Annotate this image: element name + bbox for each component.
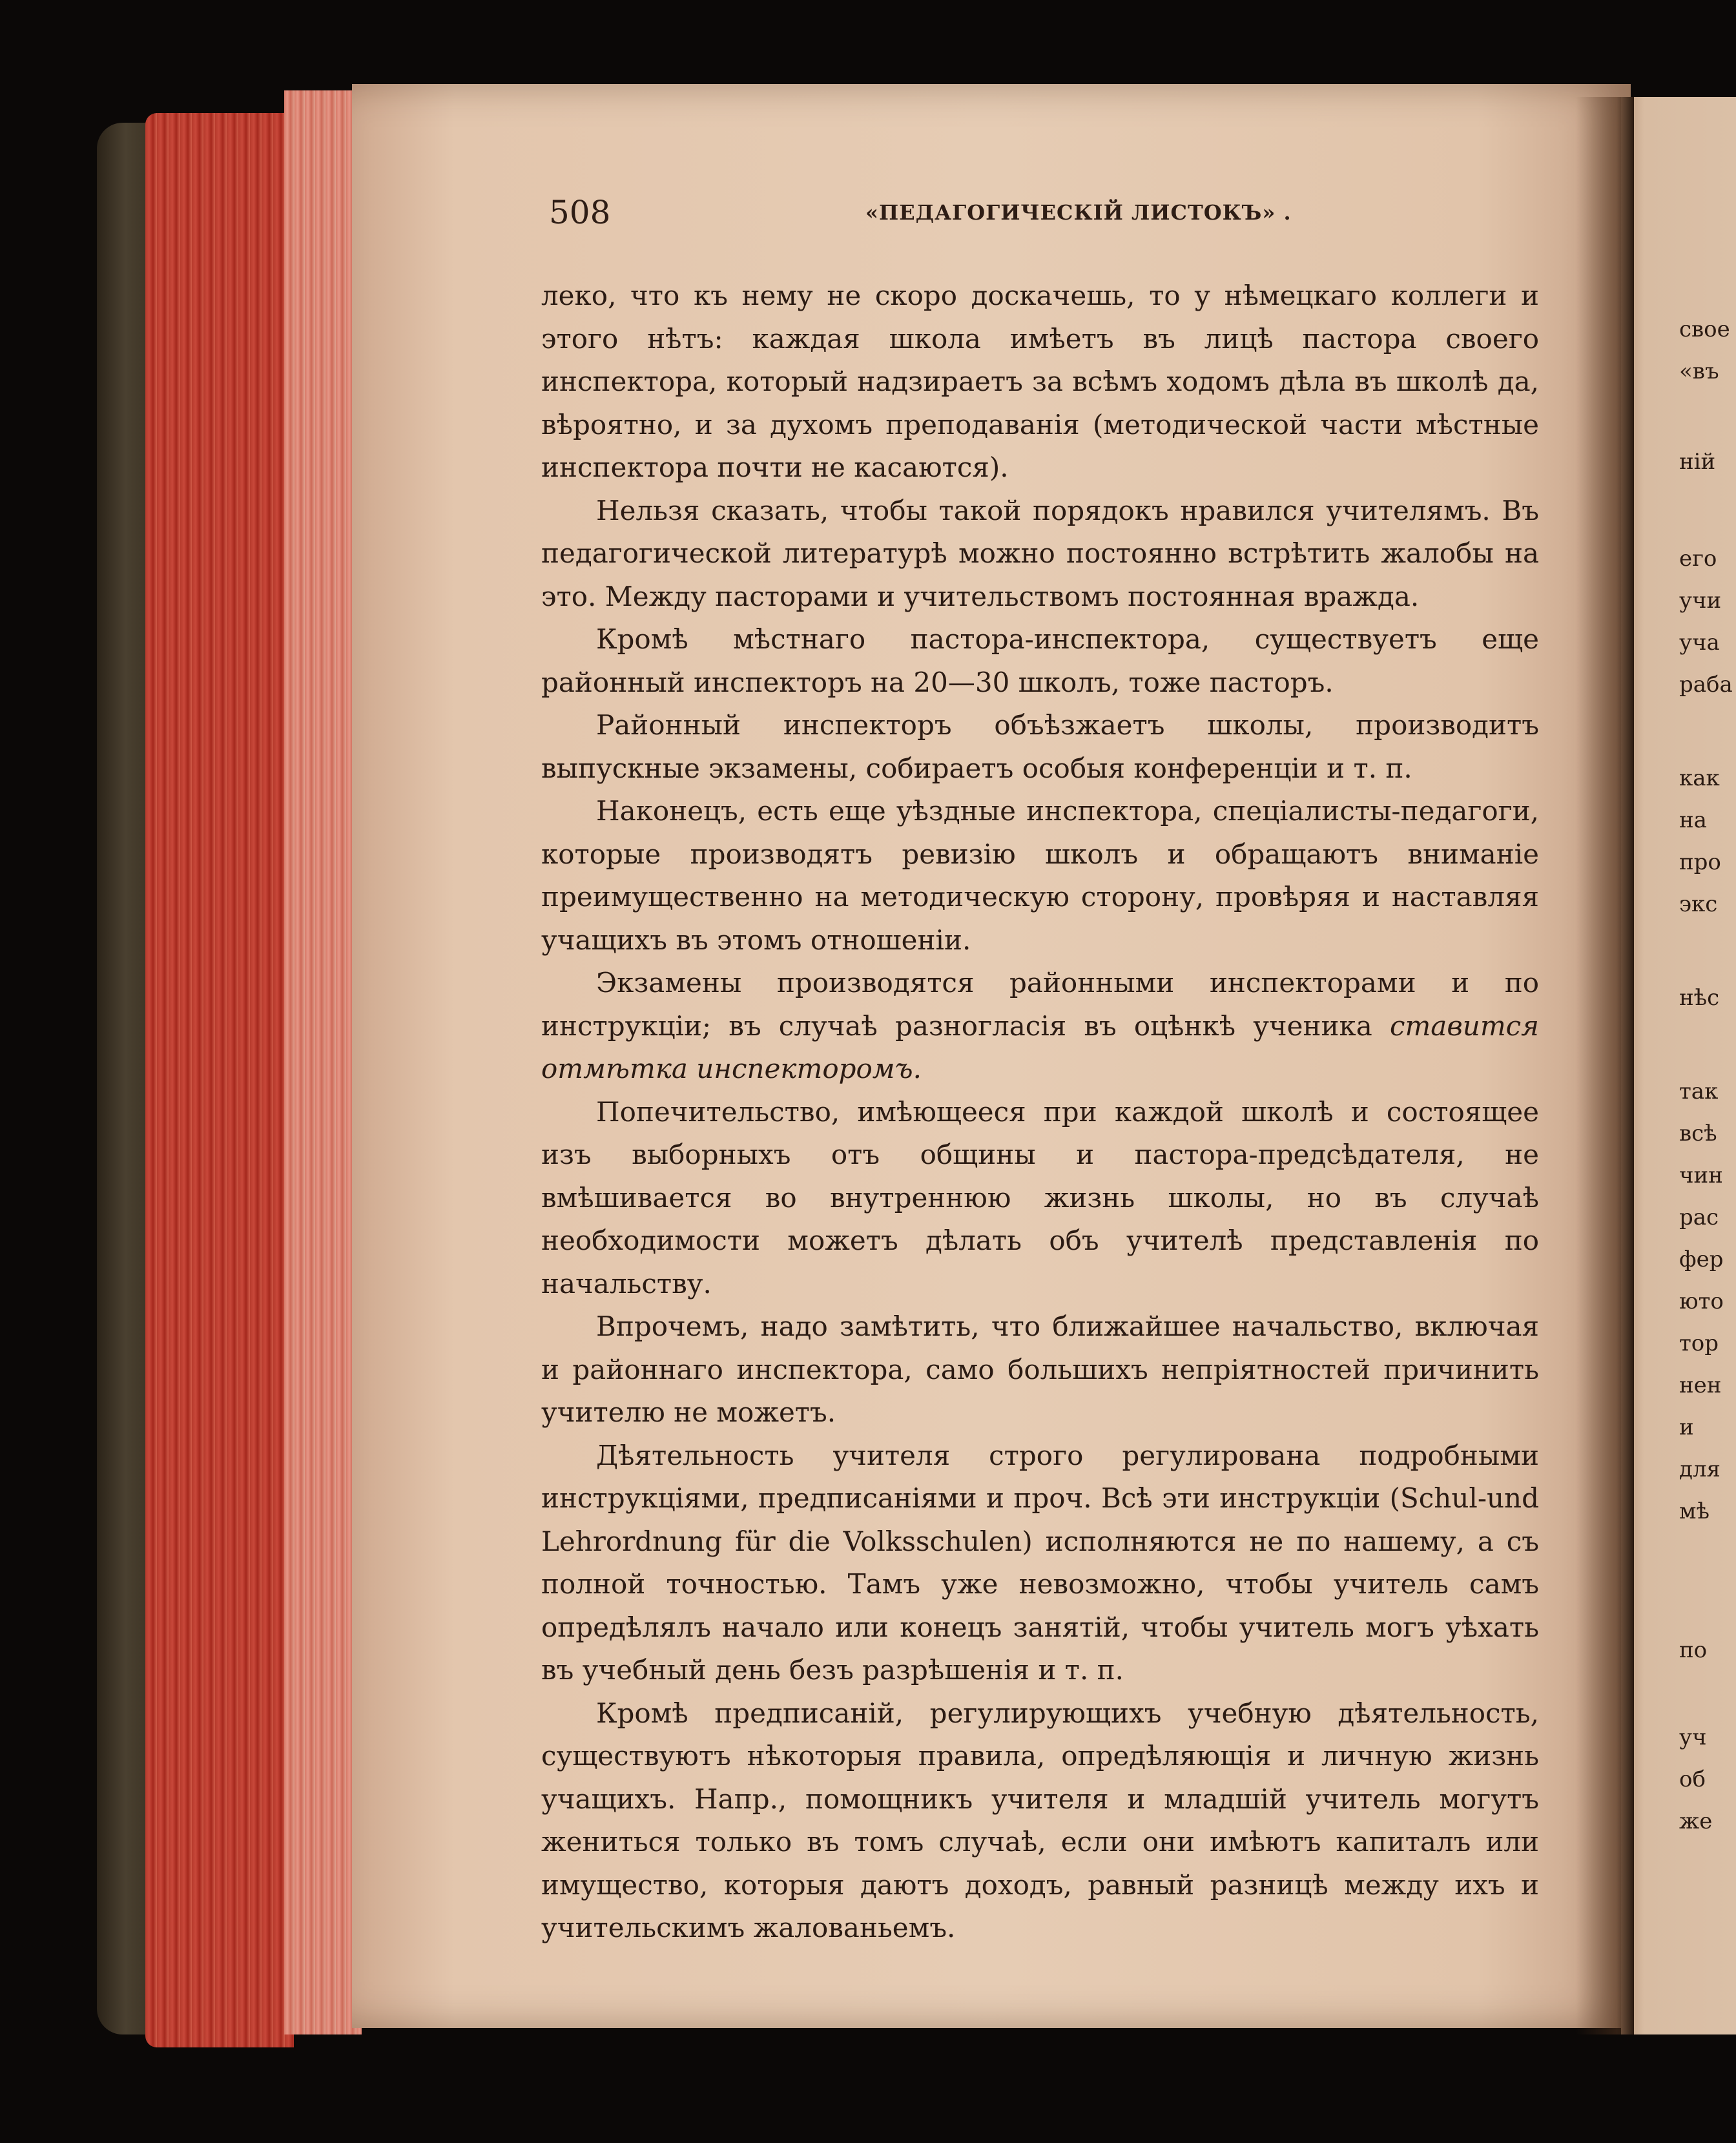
right-page-fragment: уча	[1679, 630, 1720, 656]
right-page-fragment: же	[1679, 1808, 1713, 1834]
right-page-fragment: уч	[1679, 1724, 1707, 1750]
body-text	[541, 274, 1539, 1950]
right-page-fragment: про	[1679, 849, 1721, 875]
right-page-fragment: чин	[1679, 1163, 1723, 1188]
right-page-fragment: всѣ	[1679, 1121, 1717, 1146]
paragraph-text: Экзамены производятся районными инспекторами и по инструкціи; въ случаѣ разногласія въ оцѣнкѣ ученика	[541, 967, 1539, 1042]
page-number: 508	[549, 194, 611, 231]
paragraph: Районный инспекторъ объѣзжаетъ школы, производитъ выпускные экзамены, собираетъ особыя конференціи и т. п.	[541, 709, 1539, 784]
paragraph: леко, что къ нему не скоро доскачешь, то у нѣмецкаго коллеги и этого нѣтъ: каждая школа имѣетъ въ лицѣ пастора своего инспектора, который надзираетъ за всѣмъ ходомъ дѣла въ школѣ да, вѣроятно, и за духомъ преподаванія (методической части мѣстные инспектора почти не касаются).	[541, 280, 1539, 483]
right-page-fragment: мѣ	[1679, 1498, 1710, 1524]
paragraph: Дѣятельность учителя строго регулирована подробными инструкціями, предписаніями и проч. Всѣ эти инструкціи (Schul-und Lehrordnung für die Volksschulen) исполняются не по нашему, а съ полной точностью. Тамъ уже невозможно, чтобы учитель самъ опредѣлялъ начало или конецъ занятій, чтобы учитель могъ уѣхать въ учебный день безъ разрѣшенія и т. п.	[541, 1439, 1539, 1686]
right-page-fragment: раба	[1679, 672, 1733, 698]
paragraph	[541, 962, 1539, 1091]
paragraph: Кромѣ мѣстнаго пастора-инспектора, существуетъ еще районный инспекторъ на 20—30 школъ, тоже пасторъ.	[541, 623, 1539, 698]
book-gutter	[1576, 97, 1634, 2034]
right-page-fragment: как	[1679, 765, 1720, 791]
right-page-fragment: его	[1679, 546, 1717, 572]
right-page-fragment: фер	[1679, 1247, 1724, 1272]
right-page-fragment: учи	[1679, 588, 1722, 614]
red-page-edges	[145, 113, 294, 2047]
right-page-fragment: на	[1679, 807, 1707, 833]
right-page-fragment: тор	[1679, 1330, 1719, 1356]
right-page	[1621, 97, 1736, 2034]
italic-phrase: ставится отмѣтка инспекторомъ.	[541, 1009, 1539, 1084]
right-page-fragment: ній	[1679, 449, 1716, 475]
right-page-fragment: рас	[1679, 1205, 1719, 1230]
running-title: «ПЕДАГОГИЧЕСКІЙ ЛИСТОКЪ» .	[865, 200, 1292, 225]
right-page-fragment: и	[1679, 1414, 1694, 1440]
paragraph: Попечительство, имѣющееся при каждой школѣ и состоящее изъ выборныхъ отъ общины и пастора-предсѣдателя, не вмѣшивается во внутреннюю жизнь школы, но въ случаѣ необходимости можетъ дѣлать объ учителѣ представленія по начальству.	[541, 1095, 1539, 1299]
right-page-fragment: экс	[1679, 891, 1718, 917]
right-page-fragment: для	[1679, 1456, 1720, 1482]
paragraph: Нельзя сказать, чтобы такой порядокъ нравился учителямъ. Въ педагогической литературѣ можно постоянно встрѣтить жалобы на это. Между пасторами и учительствомъ постоянная вражда.	[541, 494, 1539, 612]
right-page-fragment: нѣс	[1679, 985, 1720, 1011]
right-page-fragment: об	[1679, 1766, 1706, 1792]
right-page-fragment: юто	[1679, 1289, 1724, 1314]
right-page-fragment: «въ	[1679, 358, 1719, 384]
paragraph: Наконецъ, есть еще уѣздные инспектора, спеціалисты-педагоги, которые производятъ ревизію школъ и обращаютъ вниманіе преимущественно на методическую сторону, провѣряя и наставляя учащихъ въ этомъ отношеніи.	[541, 795, 1539, 956]
right-page-fragment: свое	[1679, 316, 1730, 342]
right-page-fragment: так	[1679, 1079, 1719, 1104]
paragraph: Впрочемъ, надо замѣтить, что ближайшее начальство, включая и районнаго инспектора, само большихъ непріятностей причинить учителю не можетъ.	[541, 1310, 1539, 1428]
paragraph: Кромѣ предписаній, регулирующихъ учебную дѣятельность, существуютъ нѣкоторыя правила, опредѣляющія и личную жизнь учащихъ. Напр., помощникъ учителя и младшій учитель могутъ жениться только въ томъ случаѣ, если они имѣютъ капиталъ или имущество, которыя даютъ доходъ, равный разницѣ между ихъ и учительскимъ жалованьемъ.	[541, 1697, 1539, 1943]
right-page-fragment: по	[1679, 1637, 1708, 1663]
right-page-fragment: нен	[1679, 1372, 1722, 1398]
inner-page-edges	[284, 90, 362, 2034]
page-header	[549, 194, 1537, 233]
